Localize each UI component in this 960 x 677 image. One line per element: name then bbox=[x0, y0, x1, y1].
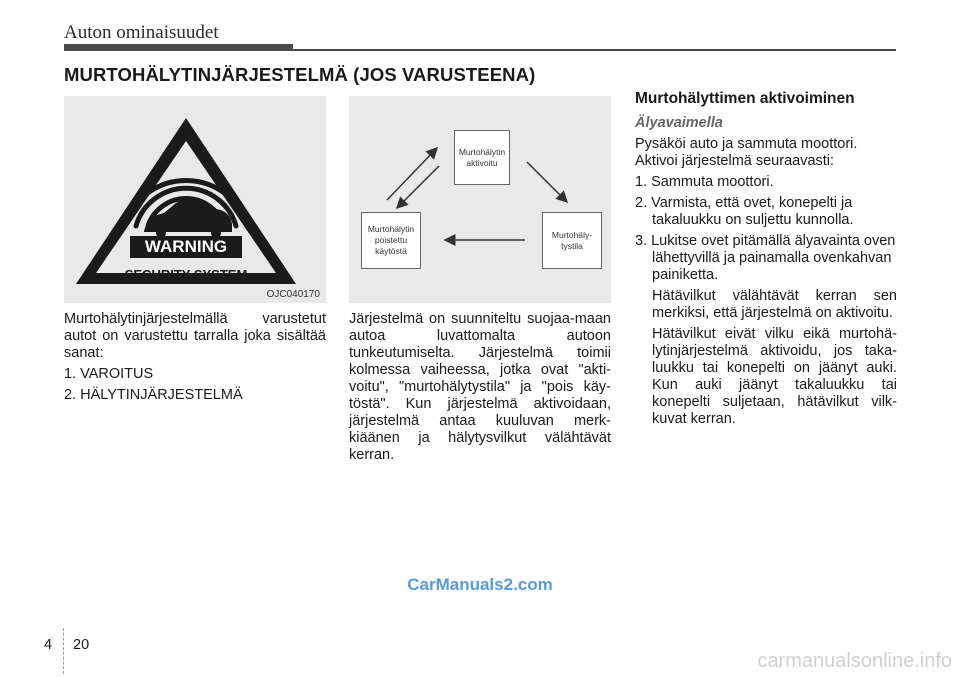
col1-text bbox=[64, 311, 326, 408]
col1-item: 1. VAROITUS bbox=[64, 366, 154, 382]
header-rule-thick bbox=[64, 44, 293, 51]
col3-text bbox=[635, 90, 897, 432]
running-header: Auton ominaisuudet bbox=[64, 22, 219, 43]
alarm-state-diagram bbox=[349, 96, 611, 303]
footer-page-number: 20 bbox=[73, 637, 90, 653]
warning-triangle-icon bbox=[64, 96, 326, 303]
security-system-label: SECURITY SYSTEM bbox=[124, 267, 248, 282]
footer-divider bbox=[63, 628, 64, 674]
step-item: 2. Varmista, että ovet, konepelti ja takaluukku on suljettu kunnolla. bbox=[635, 195, 854, 228]
security-sticker-figure bbox=[64, 96, 326, 303]
subsection-heading: Murtohälyttimen aktivoiminen bbox=[635, 90, 855, 107]
col3-intro: Pysäköi auto ja sammuta moottori. Aktivoi järjestelmä seuraavasti: bbox=[635, 136, 858, 169]
state-alarm-box: Murtohäly-tystila bbox=[542, 212, 602, 269]
state-disarmed-box: Murtohälytin poistettu käytöstä bbox=[361, 212, 421, 269]
state-armed-box: Murtohälytin aktivoitu bbox=[454, 130, 510, 185]
col2-text bbox=[349, 311, 611, 468]
site-watermark: carmanualsonline.info bbox=[757, 650, 952, 672]
arrow-armed-to-disarmed bbox=[397, 166, 439, 208]
note-paragraph: Hätävilkut eivät vilku eikä murtohä-lytinjärjestelmä aktivoidu, jos taka-luukku tai konepelti on jäänyt auki. Kun auki jäänyt takaluukku tai konepelti suljetaan, hätävilkut vilk-kuvat kerran. bbox=[652, 326, 897, 427]
section-title: MURTOHÄLYTINJÄRJESTELMÄ (JOS VARUSTEENA) bbox=[64, 64, 536, 85]
arrow-armed-to-alarm bbox=[527, 162, 567, 202]
col1-item: 2. HÄLYTINJÄRJESTELMÄ bbox=[64, 387, 243, 403]
header-rule-thin bbox=[293, 49, 896, 51]
footer-section-number: 4 bbox=[44, 637, 53, 653]
note-paragraph: Hätävilkut välähtävät kerran sen merkiksi, että järjestelmä on aktivoitu. bbox=[652, 288, 897, 321]
figure-code: OJC040170 bbox=[266, 289, 320, 300]
warning-label: WARNING bbox=[144, 237, 228, 256]
col2-paragraph: Järjestelmä on suunniteltu suojaa-maan autoa luvattomalta autoon tunkeutumiselta. Järjestelmä toimii kolmessa vaiheessa, jotka ovat "akti-voitu", "murtohälytystila" ja "pois käy-töstä". Kun järjestelmä aktivoidaan, järjestelmä antaa kuuluvan merk-kiäänen ja hälytysvilkut välähtävät kerran. bbox=[349, 311, 611, 463]
watermark-logo: CarManuals2.com bbox=[407, 575, 553, 594]
col1-intro: Murtohälytinjärjestelmällä varustetut autot on varustettu tarralla joka sisältää sanat: bbox=[64, 311, 326, 361]
cycle-arrows bbox=[349, 96, 611, 303]
step-item: 3. Lukitse ovet pitämällä älyavainta oven lähettyvillä ja painamalla ovenkahvan painiketta. bbox=[635, 233, 896, 283]
step-item: 1. Sammuta moottori. bbox=[635, 174, 774, 190]
subsection-subheading: Älyavaimella bbox=[635, 115, 723, 131]
